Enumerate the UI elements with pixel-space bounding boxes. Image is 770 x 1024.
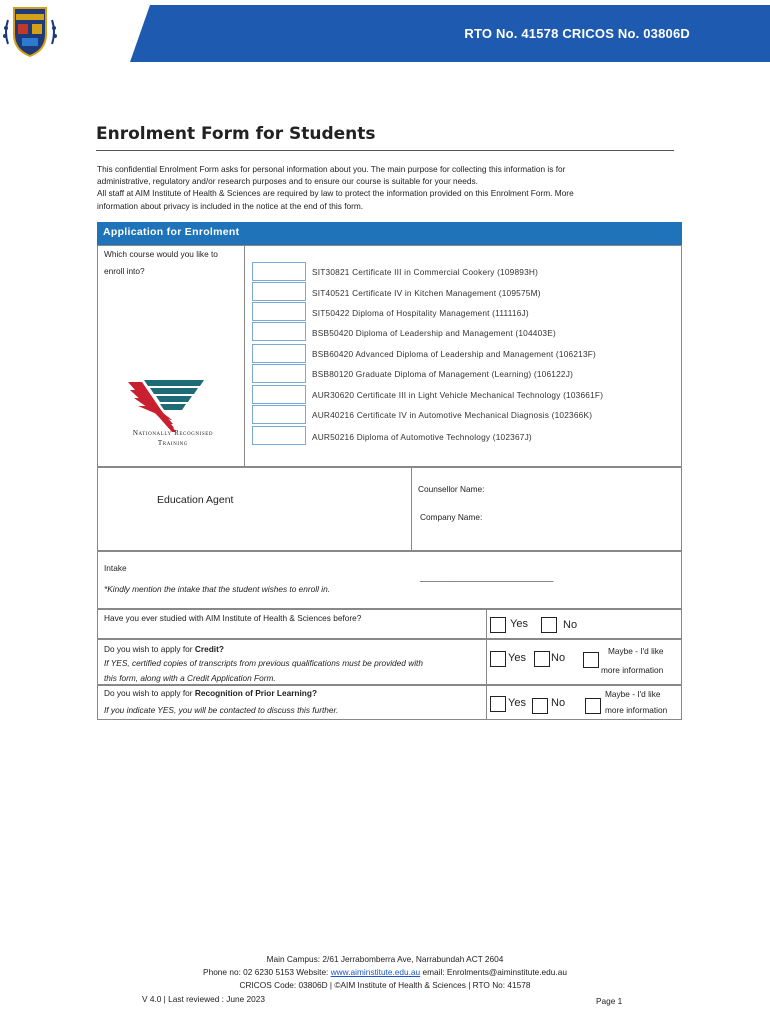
- rpl-question-text: Do you wish to apply for: [104, 688, 195, 698]
- maybe-label-cont: more information: [601, 665, 664, 675]
- rpl-yes-checkbox[interactable]: [490, 696, 506, 712]
- credit-note: If YES, certified copies of transcripts from previous qualifications must be provided with: [104, 658, 423, 668]
- credit-maybe-checkbox[interactable]: [583, 652, 599, 668]
- maybe-label: Maybe - I'd like: [605, 689, 661, 699]
- course-option: AUR30620 Certificate III in Light Vehicle Mechanical Technology (103661F): [312, 390, 604, 400]
- course-option: SIT50422 Diploma of Hospitality Management (111116J): [312, 308, 529, 318]
- credit-yes-checkbox[interactable]: [490, 651, 506, 667]
- yes-label: Yes: [508, 697, 526, 709]
- page-number: Page 1: [596, 996, 623, 1006]
- footer-contact: [0, 967, 770, 977]
- course-checkbox-sit30821[interactable]: [252, 262, 306, 281]
- nrt-caption-line: Nationally Recognised: [132, 429, 214, 437]
- rpl-maybe-checkbox[interactable]: [585, 698, 601, 714]
- studied-no-checkbox[interactable]: [541, 617, 557, 633]
- course-option: AUR50216 Diploma of Automotive Technology (102367J): [312, 432, 532, 442]
- footer-cricos: CRICOS Code: 03806D | ©AIM Institute of Health & Sciences | RTO No: 41578: [239, 980, 531, 990]
- website-link[interactable]: www.aiminstitute.edu.au: [330, 967, 421, 977]
- company-name-label: Company Name:: [420, 512, 483, 522]
- maybe-label: Maybe - I'd like: [608, 646, 664, 656]
- intro-line: All staff at AIM Institute of Health & Sciences are required by law to protect the information provided on this Enrolment Form. More: [97, 188, 574, 199]
- course-checkbox-bsb50420[interactable]: [252, 322, 306, 341]
- credit-note: this form, along with a Credit Application Form.: [104, 673, 276, 683]
- intake-label: Intake: [104, 563, 127, 573]
- course-checkbox-sit50422[interactable]: [252, 302, 306, 321]
- intake-note: *Kindly mention the intake that the student wishes to enroll in.: [104, 584, 330, 594]
- header-banner: [0, 0, 770, 70]
- course-checkbox-bsb60420[interactable]: [252, 344, 306, 363]
- course-checkbox-bsb80120[interactable]: [252, 364, 306, 383]
- agent-divider: [411, 467, 412, 551]
- education-agent-label: Education Agent: [157, 494, 234, 506]
- section-heading: Application for Enrolment: [97, 222, 682, 245]
- course-checkbox-sit40521[interactable]: [252, 282, 306, 301]
- course-option: BSB80120 Graduate Diploma of Management (Learning) (106122J): [312, 369, 574, 379]
- rpl-question-emphasis: Recognition of Prior Learning?: [194, 688, 318, 698]
- title-divider: [96, 150, 674, 151]
- course-question: Which course would you like to: [104, 249, 218, 259]
- counsellor-name-label: Counsellor Name:: [418, 484, 485, 494]
- studied-yes-checkbox[interactable]: [490, 617, 506, 633]
- answer-divider: [486, 685, 487, 720]
- course-option: AUR40216 Certificate IV in Automotive Mechanical Diagnosis (102366K): [312, 410, 593, 420]
- intro-line: This confidential Enrolment Form asks for personal information about you. The main purpose for collecting this information is for: [97, 164, 566, 174]
- rpl-no-checkbox[interactable]: [532, 698, 548, 714]
- no-label: No: [563, 619, 578, 631]
- footer-address: Main Campus: 2/61 Jerrabomberra Ave, Narrabundah ACT 2604: [266, 954, 504, 964]
- column-divider: [244, 245, 245, 467]
- yes-label: Yes: [510, 618, 528, 630]
- intake-block: [97, 551, 682, 609]
- course-checkbox-aur50216[interactable]: [252, 426, 306, 445]
- footer-version: V 4.0 | Last reviewed : June 2023: [142, 994, 265, 1004]
- yes-label: Yes: [508, 652, 526, 664]
- credit-question: [104, 644, 224, 654]
- course-option: BSB50420 Diploma of Leadership and Management (104403E): [312, 328, 556, 338]
- agent-block: [97, 467, 682, 551]
- course-checkbox-aur40216[interactable]: [252, 405, 306, 424]
- intake-input-line[interactable]: ______________________________: [420, 573, 554, 582]
- credit-question-text: Do you wish to apply for: [104, 644, 195, 654]
- answer-divider: [486, 609, 487, 639]
- aim-institute-crest-logo-icon: [0, 0, 60, 62]
- course-option: SIT30821 Certificate III in Commercial Cookery (109893H): [312, 267, 539, 277]
- no-label: No: [551, 697, 566, 709]
- credit-no-checkbox[interactable]: [534, 651, 550, 667]
- course-question-cont: enroll into?: [104, 266, 145, 276]
- intro-text: [97, 163, 677, 212]
- maybe-label-cont: more information: [605, 705, 668, 715]
- footer-phone: Phone no: 02 6230 5153 Website:: [203, 967, 331, 977]
- course-option: BSB60420 Advanced Diploma of Leadership and Management (106213F): [312, 349, 597, 359]
- page-title: Enrolment Form for Students: [96, 124, 376, 144]
- studied-before-question: Have you ever studied with AIM Institute of Health & Sciences before?: [104, 613, 362, 623]
- footer-email: email: Enrolments@aiminstitute.edu.au: [420, 967, 567, 977]
- intro-line: administrative, regulatory and/or research purposes and to ensure our course is suitable for your needs.: [97, 176, 478, 187]
- no-label: No: [551, 652, 566, 664]
- nrt-caption-line: Training: [157, 439, 189, 447]
- answer-divider: [486, 639, 487, 685]
- course-option: SIT40521 Certificate IV in Kitchen Management (109575M): [312, 288, 541, 298]
- intro-line: information about privacy is included in the notice at the end of this form.: [97, 200, 364, 211]
- nrt-caption: [124, 428, 222, 448]
- rpl-question: [104, 688, 317, 698]
- rto-cricos-text: RTO No. 41578 CRICOS No. 03806D: [464, 26, 690, 41]
- credit-question-emphasis: Credit?: [194, 644, 224, 654]
- course-checkbox-aur30620[interactable]: [252, 385, 306, 404]
- rpl-note: If you indicate YES, you will be contacted to discuss this further.: [104, 705, 339, 715]
